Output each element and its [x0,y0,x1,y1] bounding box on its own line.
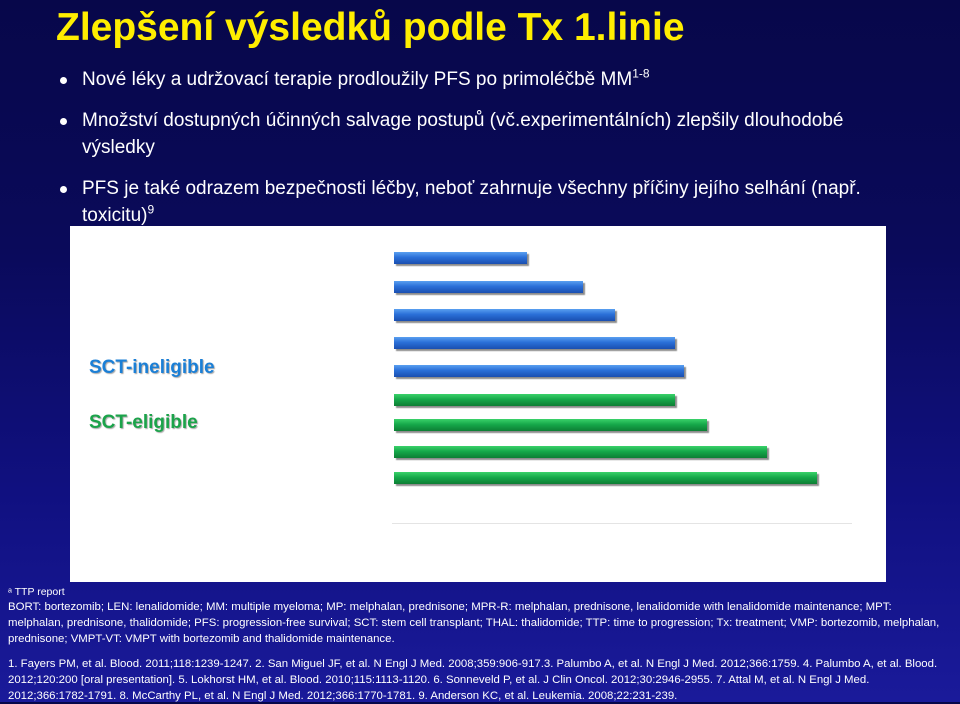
chart-baseline [392,523,852,524]
bullet-list [58,66,918,243]
sct-eligible-bar [394,446,767,458]
slide-title: Zlepšení výsledků podle Tx 1.linie [56,6,685,49]
sct-eligible-label: SCT-eligible [89,412,198,433]
sct-ineligible-bar [394,252,527,264]
sct-ineligible-bar [394,365,684,377]
bullet-item [58,66,918,93]
bullet-superscript: 9 [147,202,155,217]
sct-ineligible-bar [394,281,583,293]
sct-ineligible-label: SCT-ineligible [89,357,215,378]
sct-ineligible-bar [394,337,675,349]
bullet-item [58,107,918,161]
bullet-dot-icon [60,186,67,193]
sct-eligible-bar [394,472,817,484]
bullet-superscript: 1-8 [632,66,650,81]
abbreviations-text: BORT: bortezomib; LEN: lenalidomide; MM: multiple myeloma; MP: melphalan, prednisone; MPR-R: melphalan, prednisone, lenalidomide with lenalidomide maintenance; MPT: melphalan, prednisone, thalidomide; PFS: progression-free survival; SCT: stem cell transplant; THAL: thalidomide; TTP: time to progression; Tx: treatment; VMP: bortezomib, melphalan, prednisone; VMPT-VT: VMPT with bortezomib and thalidomide maintenance. [8,601,940,645]
bullet-dot-icon [60,77,67,84]
bullet-text: Množství dostupných účinných salvage postupů (vč.experimentálních) zlepšily dlouhodobé výsledky [82,110,844,158]
references-text: 1. Fayers PM, et al. Blood. 2011;118:1239-1247. 2. San Miguel JF, et al. N Engl J Med. 2008;359:906-917.3. Palumbo A, et al. N Engl J Med. 2012;366:1759. 4. Palumbo A, et al. Blood. 2012;120:200 [oral presentation]. 5. Lokhorst HM, et al. Blood. 2010;115:1113-1120. 6. Sonneveld P, et al. J Clin Oncol. 2012;30:2946-2955. 7. Attal M, et al. N Engl J Med. 2012;366:1782-1791. 8. McCarthy PL, et al. N Engl J Med. 2012;366:1770-1781. 9. Anderson KC, et al. Leukemia. 2008;22:231-239. [8,658,938,702]
bar-chart-area [70,226,886,582]
bullet-dot-icon [60,118,67,125]
sct-ineligible-bar [394,309,615,321]
bullet-text: PFS je také odrazem bezpečnosti léčby, neboť zahrnuje všechny příčiny jejího selhání (např. toxicitu) [82,178,861,226]
chart-panel [70,226,886,582]
sct-eligible-bar [394,394,675,406]
sct-eligible-bar [394,419,707,431]
bullet-text: Nové léky a udržovací terapie prodloužily PFS po primoléčbě MM [82,69,633,90]
footnote: ᵃ TTP report [8,586,65,598]
bullet-item [58,175,918,229]
